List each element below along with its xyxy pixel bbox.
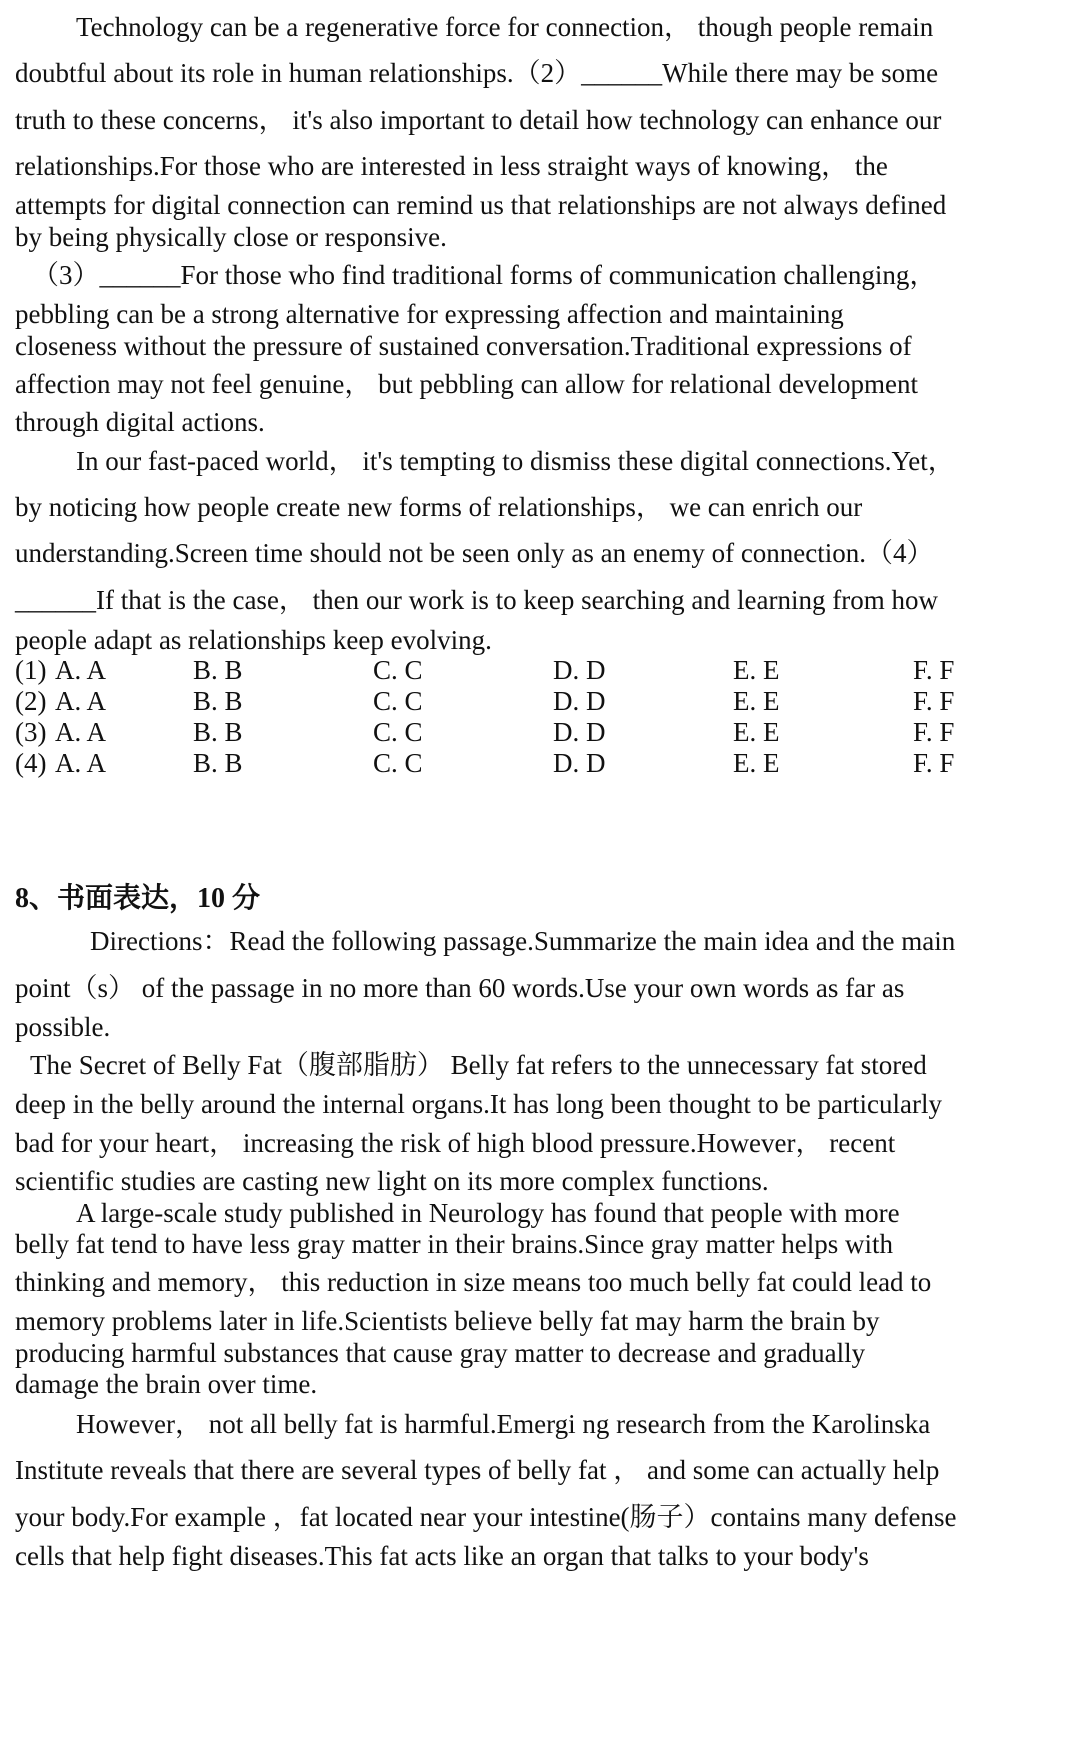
- option-d[interactable]: D. D: [553, 748, 606, 778]
- option-d[interactable]: D. D: [553, 717, 606, 747]
- article-line: deep in the belly around the internal organs.It has long been thought to be particularly: [15, 1089, 942, 1119]
- option-a[interactable]: A. A: [55, 717, 107, 747]
- option-c[interactable]: C. C: [373, 717, 423, 747]
- article-line: memory problems later in life.Scientists believe belly fat may harm the brain by: [15, 1306, 880, 1336]
- passage-line: doubtful about its role in human relationships.（2）______While there may be some: [15, 58, 939, 88]
- section-heading: 8、书面表达，10 分: [15, 883, 261, 914]
- article-line: A large-scale study published in Neurology has found that people with more: [76, 1198, 900, 1228]
- passage-line: pebbling can be a strong alternative for expressing affection and maintaining: [15, 299, 844, 329]
- question-number: (2): [15, 686, 47, 716]
- passage-line: attempts for digital connection can remind us that relationships are not always defined: [15, 190, 947, 220]
- option-d[interactable]: D. D: [553, 655, 606, 685]
- directions-line: Directions：Read the following passage.Summarize the main idea and the main: [90, 926, 956, 956]
- article-line: thinking and memory， this reduction in size means too much belly fat could lead to: [15, 1267, 932, 1297]
- article-line: The Secret of Belly Fat（腹部脂肪） Belly fat refers to the unnecessary fat stored: [30, 1050, 927, 1080]
- article-line: damage the brain over time.: [15, 1369, 318, 1399]
- passage-line: through digital actions.: [15, 407, 265, 437]
- option-b[interactable]: B. B: [193, 655, 243, 685]
- article-line: producing harmful substances that cause gray matter to decrease and gradually: [15, 1338, 866, 1368]
- option-e[interactable]: E. E: [733, 748, 780, 778]
- option-f[interactable]: F. F: [913, 748, 955, 778]
- passage-line: understanding.Screen time should not be seen only as an enemy of connection.（4）: [15, 538, 934, 568]
- passage-line: Technology can be a regenerative force for connection， though people remain: [76, 12, 934, 42]
- option-b[interactable]: B. B: [193, 717, 243, 747]
- directions-line: point（s） of the passage in no more than 60 words.Use your own words as far as: [15, 973, 905, 1003]
- option-e[interactable]: E. E: [733, 655, 780, 685]
- passage-line: people adapt as relationships keep evolving.: [15, 625, 492, 655]
- passage-line: truth to these concerns， it's also important to detail how technology can enhance our: [15, 105, 942, 135]
- option-a[interactable]: A. A: [55, 686, 107, 716]
- passage-line: In our fast-paced world， it's tempting to dismiss these digital connections.Yet，: [76, 446, 955, 476]
- option-e[interactable]: E. E: [733, 717, 780, 747]
- option-b[interactable]: B. B: [193, 748, 243, 778]
- question-number: (4): [15, 748, 47, 778]
- option-a[interactable]: A. A: [55, 748, 107, 778]
- passage-line: by noticing how people create new forms of relationships， we can enrich our: [15, 492, 863, 522]
- option-f[interactable]: F. F: [913, 686, 955, 716]
- option-d[interactable]: D. D: [553, 686, 606, 716]
- option-c[interactable]: C. C: [373, 686, 423, 716]
- article-line: cells that help fight diseases.This fat acts like an organ that talks to your body's: [15, 1541, 869, 1571]
- passage-line: （3）______For those who find traditional forms of communication challenging，: [32, 260, 937, 290]
- article-line: scientific studies are casting new light on its more complex functions.: [15, 1166, 769, 1196]
- question-number: (3): [15, 717, 47, 747]
- option-b[interactable]: B. B: [193, 686, 243, 716]
- passage-line: ______If that is the case， then our work is to keep searching and learning from how: [15, 585, 938, 615]
- article-line: However， not all belly fat is harmful.Emergi ng research from the Karolinska: [76, 1409, 931, 1439]
- passage-line: relationships.For those who are interested in less straight ways of knowing， the: [15, 151, 888, 181]
- article-line: your body.For example ，fat located near your intestine(肠子）contains many defense: [15, 1502, 957, 1532]
- passage-line: affection may not feel genuine， but pebbling can allow for relational development: [15, 369, 918, 399]
- article-line: Institute reveals that there are several types of belly fat ， and some can actually help: [15, 1455, 940, 1485]
- option-e[interactable]: E. E: [733, 686, 780, 716]
- option-a[interactable]: A. A: [55, 655, 107, 685]
- article-line: bad for your heart， increasing the risk of high blood pressure.However， recent: [15, 1128, 896, 1158]
- option-c[interactable]: C. C: [373, 748, 423, 778]
- directions-line: possible.: [15, 1012, 111, 1042]
- option-f[interactable]: F. F: [913, 717, 955, 747]
- option-c[interactable]: C. C: [373, 655, 423, 685]
- question-number: (1): [15, 655, 47, 685]
- passage-line: by being physically close or responsive.: [15, 222, 447, 252]
- option-f[interactable]: F. F: [913, 655, 955, 685]
- passage-line: closeness without the pressure of sustained conversation.Traditional expressions of: [15, 331, 912, 361]
- article-line: belly fat tend to have less gray matter in their brains.Since gray matter helps with: [15, 1229, 893, 1259]
